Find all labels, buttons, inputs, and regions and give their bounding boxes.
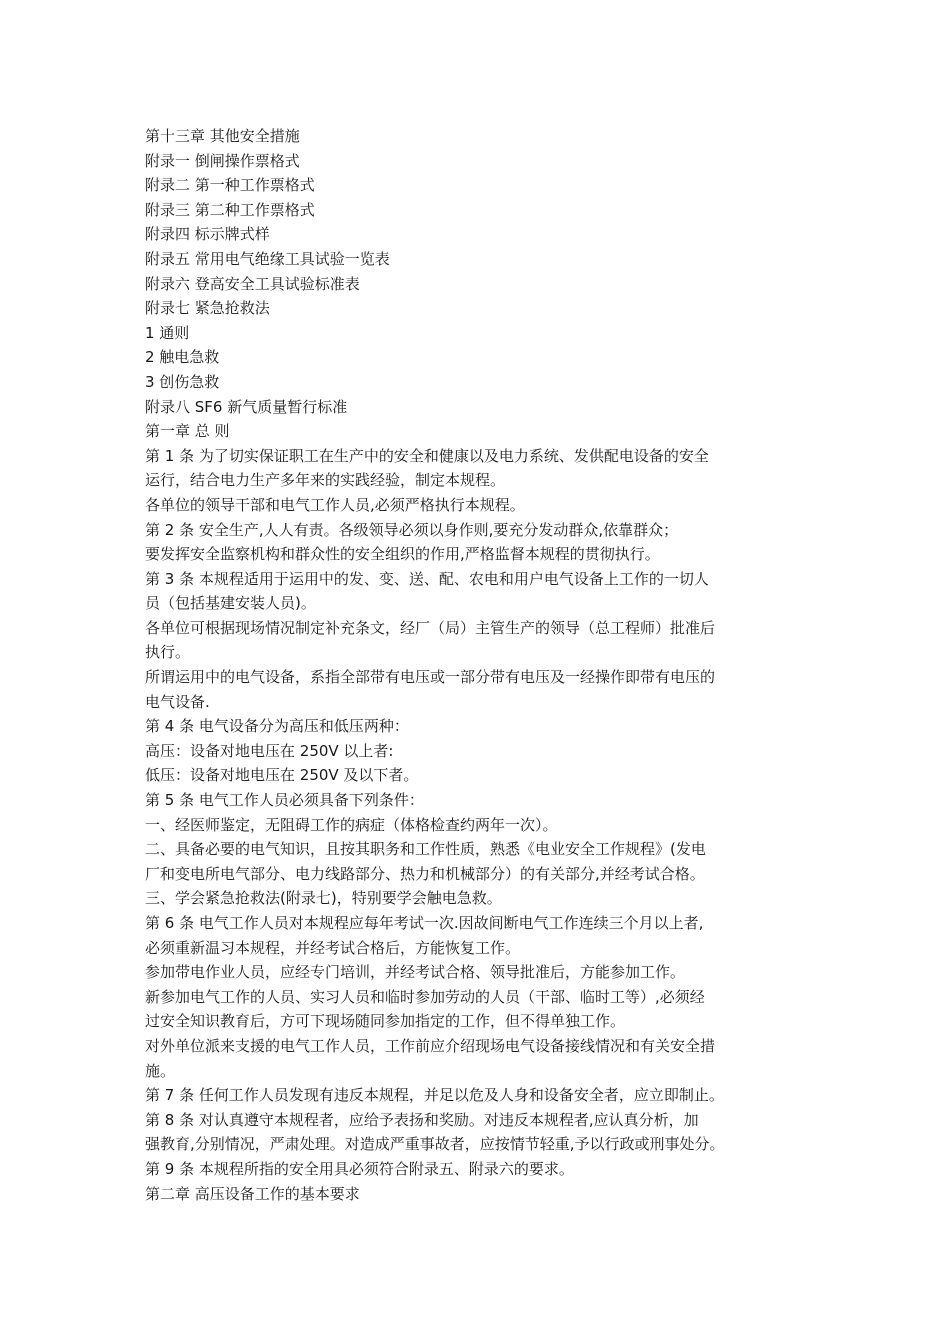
article-4-line-1: 第 4 条 电气设备分为高压和低压两种： (145, 717, 409, 736)
toc-appendix-1: 附录一 倒闸操作票格式 (145, 151, 300, 170)
article-9-line-1: 第 9 条 本规程所指的安全用具必须符合附录五、附录六的要求。 (145, 1159, 574, 1178)
toc-appendix-7-item-2: 2 触电急救 (145, 348, 220, 367)
article-8-line-2: 强教育,分别情况，严肃处理。对造成严重事故者，应按情节轻重,予以行政或刑事处分。 (145, 1135, 725, 1154)
article-1-line-1: 第 1 条 为了切实保证职工在生产中的安全和健康以及电力系统、发供配电设备的安全 (145, 446, 709, 465)
article-3-line-1: 第 3 条 本规程适用于运用中的发、变、送、配、农电和用户电气设备上工作的一切人 (145, 569, 709, 588)
article-3-line-2: 员（包括基建安装人员)。 (145, 594, 316, 613)
toc-chapter-13: 第十三章 其他安全措施 (145, 127, 300, 145)
toc-appendix-2: 附录二 第一种工作票格式 (145, 176, 315, 195)
article-5-line-4: 厂和变电所电气部分、电力线路部分、热力和机械部分）的有关部分,并经考试合格。 (145, 864, 705, 883)
article-6-line-5: 过安全知识教育后，方可下现场随同参加指定的工作，但不得单独工作。 (145, 1012, 626, 1031)
toc-appendix-8: 附录八 SF6 新气质量暂行标准 (145, 397, 348, 416)
article-6-line-7: 施。 (145, 1061, 176, 1080)
toc-appendix-5: 附录五 常用电气绝缘工具试验一览表 (145, 249, 390, 268)
article-1-line-2: 运行，结合电力生产多年来的实践经验，制定本规程。 (145, 471, 506, 490)
chapter-1-heading: 第一章 总 则 (145, 422, 230, 441)
article-4-line-2: 高压：设备对地电压在 250V 以上者: (145, 741, 394, 760)
article-5-line-3: 二、具备必要的电气知识，且按其职务和工作性质，熟悉《电业安全工作规程》(发电 (145, 840, 706, 859)
article-3-line-5: 所谓运用中的电气设备，系指全部带有电压或一部分带有电压及一经操作即带有电压的 (145, 668, 716, 687)
article-6-line-3: 参加带电作业人员，应经专门培训，并经考试合格、领导批准后，方能参加工作。 (145, 963, 686, 982)
article-7-line-1: 第 7 条 任何工作人员发现有违反本规程，并足以危及人身和设备安全者，应立即制止。 (145, 1086, 724, 1105)
toc-appendix-6: 附录六 登高安全工具试验标准表 (145, 274, 360, 293)
article-1-line-3: 各单位的领导干部和电气工作人员,必须严格执行本规程。 (145, 495, 525, 514)
article-4-line-3: 低压：设备对地电压在 250V 及以下者。 (145, 766, 419, 785)
toc-appendix-7-item-1: 1 通则 (145, 323, 190, 342)
article-6-line-1: 第 6 条 电气工作人员对本规程应每年考试一次.因故间断电气工作连续三个月以上者, (145, 914, 704, 932)
article-6-line-6: 对外单位派来支援的电气工作人员，工作前应介绍现场电气设备接线情况和有关安全措 (145, 1036, 716, 1055)
article-5-line-2: 一、经医师鉴定，无阻碍工作的病症（体格检查约两年一次）。 (145, 815, 558, 834)
toc-appendix-7: 附录七 紧急抢救法 (145, 299, 270, 318)
toc-appendix-3: 附录三 第二种工作票格式 (145, 200, 315, 219)
article-6-line-2: 必须重新温习本规程，并经考试合格后，方能恢复工作。 (145, 938, 521, 957)
chapter-2-heading: 第二章 高压设备工作的基本要求 (145, 1184, 360, 1203)
article-5-line-1: 第 5 条 电气工作人员必须具备下列条件： (145, 791, 424, 810)
article-6-line-4: 新参加电气工作的人员、实习人员和临时参加劳动的人员（干部、临时工等）,必须经 (145, 987, 705, 1006)
article-2-line-2: 要发挥安全监察机构和群众性的安全组织的作用,严格监督本规程的贯彻执行。 (145, 545, 660, 564)
article-2-line-1: 第 2 条 安全生产,人人有责。各级领导必须以身作则,要充分发动群众,依靠群众； (145, 520, 679, 539)
article-3-line-4: 执行。 (145, 643, 191, 662)
article-5-line-5: 三、学会紧急抢救法(附录七)，特别要学会触电急救。 (145, 889, 502, 908)
article-3-line-3: 各单位可根据现场情况制定补充条文，经厂（局）主管生产的领导（总工程师）批准后 (145, 618, 716, 637)
article-3-line-6: 电气设备. (145, 692, 210, 711)
toc-appendix-7-item-3: 3 创伤急救 (145, 372, 220, 391)
document-body (145, 124, 795, 1206)
toc-appendix-4: 附录四 标示牌式样 (145, 225, 270, 244)
article-8-line-1: 第 8 条 对认真遵守本规程者，应给予表扬和奖励。对违反本规程者,应认真分析，加 (145, 1110, 699, 1129)
